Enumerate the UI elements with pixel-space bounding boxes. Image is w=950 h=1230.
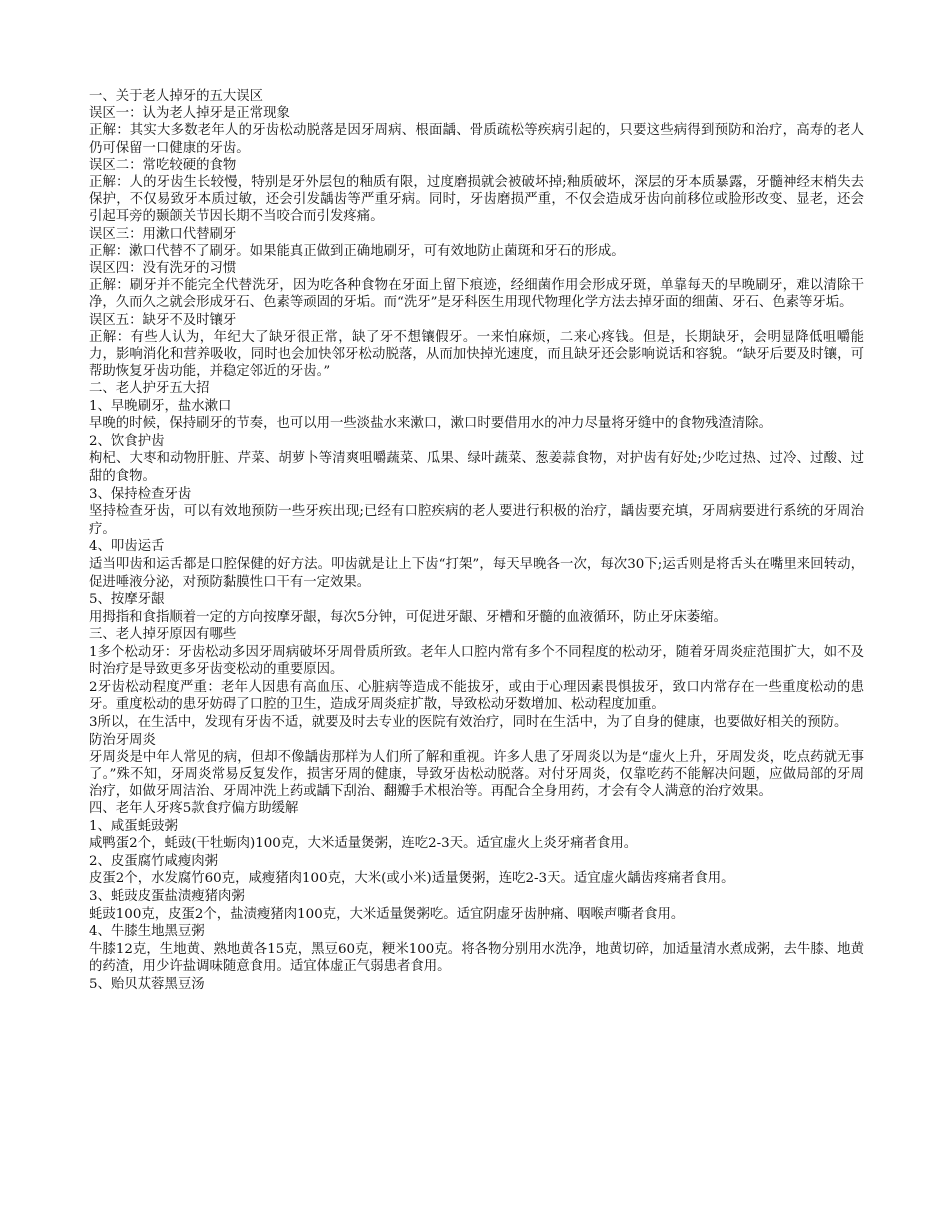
myth-answer: 正解：漱口代替不了刷牙。如果能真正做到正确地刷牙，可有效地防止菌斑和牙石的形成。 [89,243,625,259]
tip-title: 2、饮食护齿 [89,433,165,449]
tip-title: 1、早晚刷牙，盐水漱口 [89,398,232,414]
subsection-title: 防治牙周炎 [89,732,156,748]
cause-item: 1多个松动牙：牙齿松动多因牙周病破坏牙周骨质所致。老年人口腔内常有多个不同程度的松动牙，随着牙周炎症范围扩大，如不及时治疗是导致更多牙齿变松动的重要原因。 [89,644,864,678]
tip-title: 4、叩齿运舌 [89,539,165,555]
section-heading: 二、老人护牙五大招 [89,381,210,397]
myth-title: 误区三：用漱口代替刷牙 [89,226,237,242]
tip-body: 适当叩齿和运舌都是口腔保健的好方法。叩齿就是让上下齿“打架”，每天早晚各一次，每次30下;运舌则是将舌头在嘴里来回转动，促进唾液分泌，对预防黏膜性口干有一定效果。 [89,557,864,590]
section-heading: 三、老人掉牙原因有哪些 [89,627,237,643]
tip-title: 5、按摩牙龈 [89,592,165,608]
tip-title: 3、保持检查牙齿 [89,486,192,502]
recipe-body: 蚝豉100克，皮蛋2个，盐渍瘦猪肉100克，大米适量煲粥吃。适宜阴虚牙齿肿痛、咽喉声嘶者食用。 [89,906,685,922]
myth-answer: 正解：刷牙并不能完全代替洗牙，因为吃各种食物在牙面上留下痕迹，经细菌作用会形成牙斑，单靠每天的早晚刷牙，难以清除干净，久而久之就会形成牙石、色素等顽固的牙垢。而“洗牙”是牙科医生用现代物理化学方法去掉牙面的细菌、牙石、色素等牙垢。 [89,278,864,311]
recipe-body: 皮蛋2个，水发腐竹60克，咸瘦猪肉100克，大米(或小米)适量煲粥，连吃2-3天。适宜虚火龋齿疼痛者食用。 [89,871,735,887]
myth-title: 误区五：缺牙不及时镶牙 [89,312,237,328]
cause-item: 3所以，在生活中，发现有牙齿不适，就要及时去专业的医院有效治疗，同时在生活中，为了自身的健康，也要做好相关的预防。 [89,714,848,730]
recipe-title: 1、咸蛋蚝豉粥 [89,818,178,834]
tip-body: 用拇指和食指顺着一定的方向按摩牙龈，每次5分钟，可促进牙龈、牙槽和牙髓的血液循环，防止牙床萎缩。 [89,609,727,625]
myth-title: 误区一：认为老人掉牙是正常现象 [89,106,290,122]
recipe-title: 2、皮蛋腐竹咸瘦肉粥 [89,853,219,869]
section-heading: 四、老年人牙疼5款食疗偏方助缓解 [89,801,299,817]
recipe-body: 咸鸭蛋2个，蚝豉(干牡蛎肉)100克，大米适量煲粥，连吃2-3天。适宜虚火上炎牙痛者食用。 [89,836,638,852]
recipe-title: 4、牛膝生地黑豆粥 [89,924,205,940]
document-body [89,88,864,994]
myth-answer: 正解：有些人认为，年纪大了缺牙很正常，缺了牙不想镶假牙。一来怕麻烦，二来心疼钱。但是，长期缺牙，会明显降低咀嚼能力，影响消化和营养吸收，同时也会加快邻牙松动脱落，从而加快掉光速度，而且缺牙还会影响说话和容貌。“缺牙后要及时镶，可帮助恢复牙齿功能，并稳定邻近的牙齿。” [89,329,864,380]
recipe-title: 5、贻贝苁蓉黑豆汤 [89,976,205,992]
myth-title: 误区四：没有洗牙的习惯 [89,261,237,277]
subsection-body: 牙周炎是中年人常见的病，但却不像龋齿那样为人们所了解和重视。许多人患了牙周炎以为是“虚火上升，牙周发炎，吃点药就无事了。”殊不知，牙周炎常易反复发作，损害牙周的健康，导致牙齿松动脱落。对付牙周炎，仅靠吃药不能解决问题，应做局部的牙周治疗，如做牙周洁治、牙周冲洗上药或龋下刮治、翻瓣手术根治等。再配合全身用药，才会有令人满意的治疗效果。 [89,749,864,800]
myth-title: 误区二：常吃较硬的食物 [89,157,237,173]
tip-body: 枸杞、大枣和动物肝脏、芹菜、胡萝卜等清爽咀嚼蔬菜、瓜果、绿叶蔬菜、葱姜蒜食物，对护齿有好处;少吃过热、过冷、过酸、过甜的食物。 [89,451,864,485]
cause-item: 2牙齿松动程度严重：老年人因患有高血压、心脏病等造成不能拔牙，或由于心理因素畏惧拔牙，致口内常存在一些重度松动的患牙。重度松动的患牙妨碍了口腔的卫生，造成牙周炎症扩散，导致松动牙数增加、松动程度加重。 [89,679,864,713]
recipe-title: 3、蚝豉皮蛋盐渍瘦猪肉粥 [89,888,245,904]
tip-body: 早晚的时候，保持刷牙的节奏，也可以用一些淡盐水来漱口，漱口时要借用水的冲力尽量将牙缝中的食物残渣清除。 [89,416,772,432]
recipe-body: 牛膝12克，生地黄、熟地黄各15克，黑豆60克，粳米100克。将各物分别用水洗净，地黄切碎，加适量清水煮成粥，去牛膝、地黄的药渣，用少许盐调味随意食用。适宜体虚正气弱患者食用。 [89,941,864,975]
section-heading: 一、关于老人掉牙的五大误区 [89,89,264,104]
myth-answer: 正解：人的牙齿生长较慢，特别是牙外层包的釉质有限，过度磨损就会被破坏掉;釉质破坏，深层的牙本质暴露，牙髓神经末梢失去保护，不仅易致牙本质过敏，还会引发龋齿等严重牙病。同时，牙齿磨损严重，不仅会造成牙齿向前移位或脸形改变、显老，还会引起耳旁的颞颌关节因长期不当咬合而引发疼痛。 [89,175,864,225]
myth-answer: 正解：其实大多数老年人的牙齿松动脱落是因牙周病、根面龋、骨质疏松等疾病引起的，只要这些病得到预防和治疗，高寿的老人仍可保留一口健康的牙齿。 [89,123,864,156]
tip-body: 坚持检查牙齿，可以有效地预防一些牙疾出现;已经有口腔疾病的老人要进行积极的治疗，龋齿要充填，牙周病要进行系统的牙周治疗。 [89,504,864,537]
